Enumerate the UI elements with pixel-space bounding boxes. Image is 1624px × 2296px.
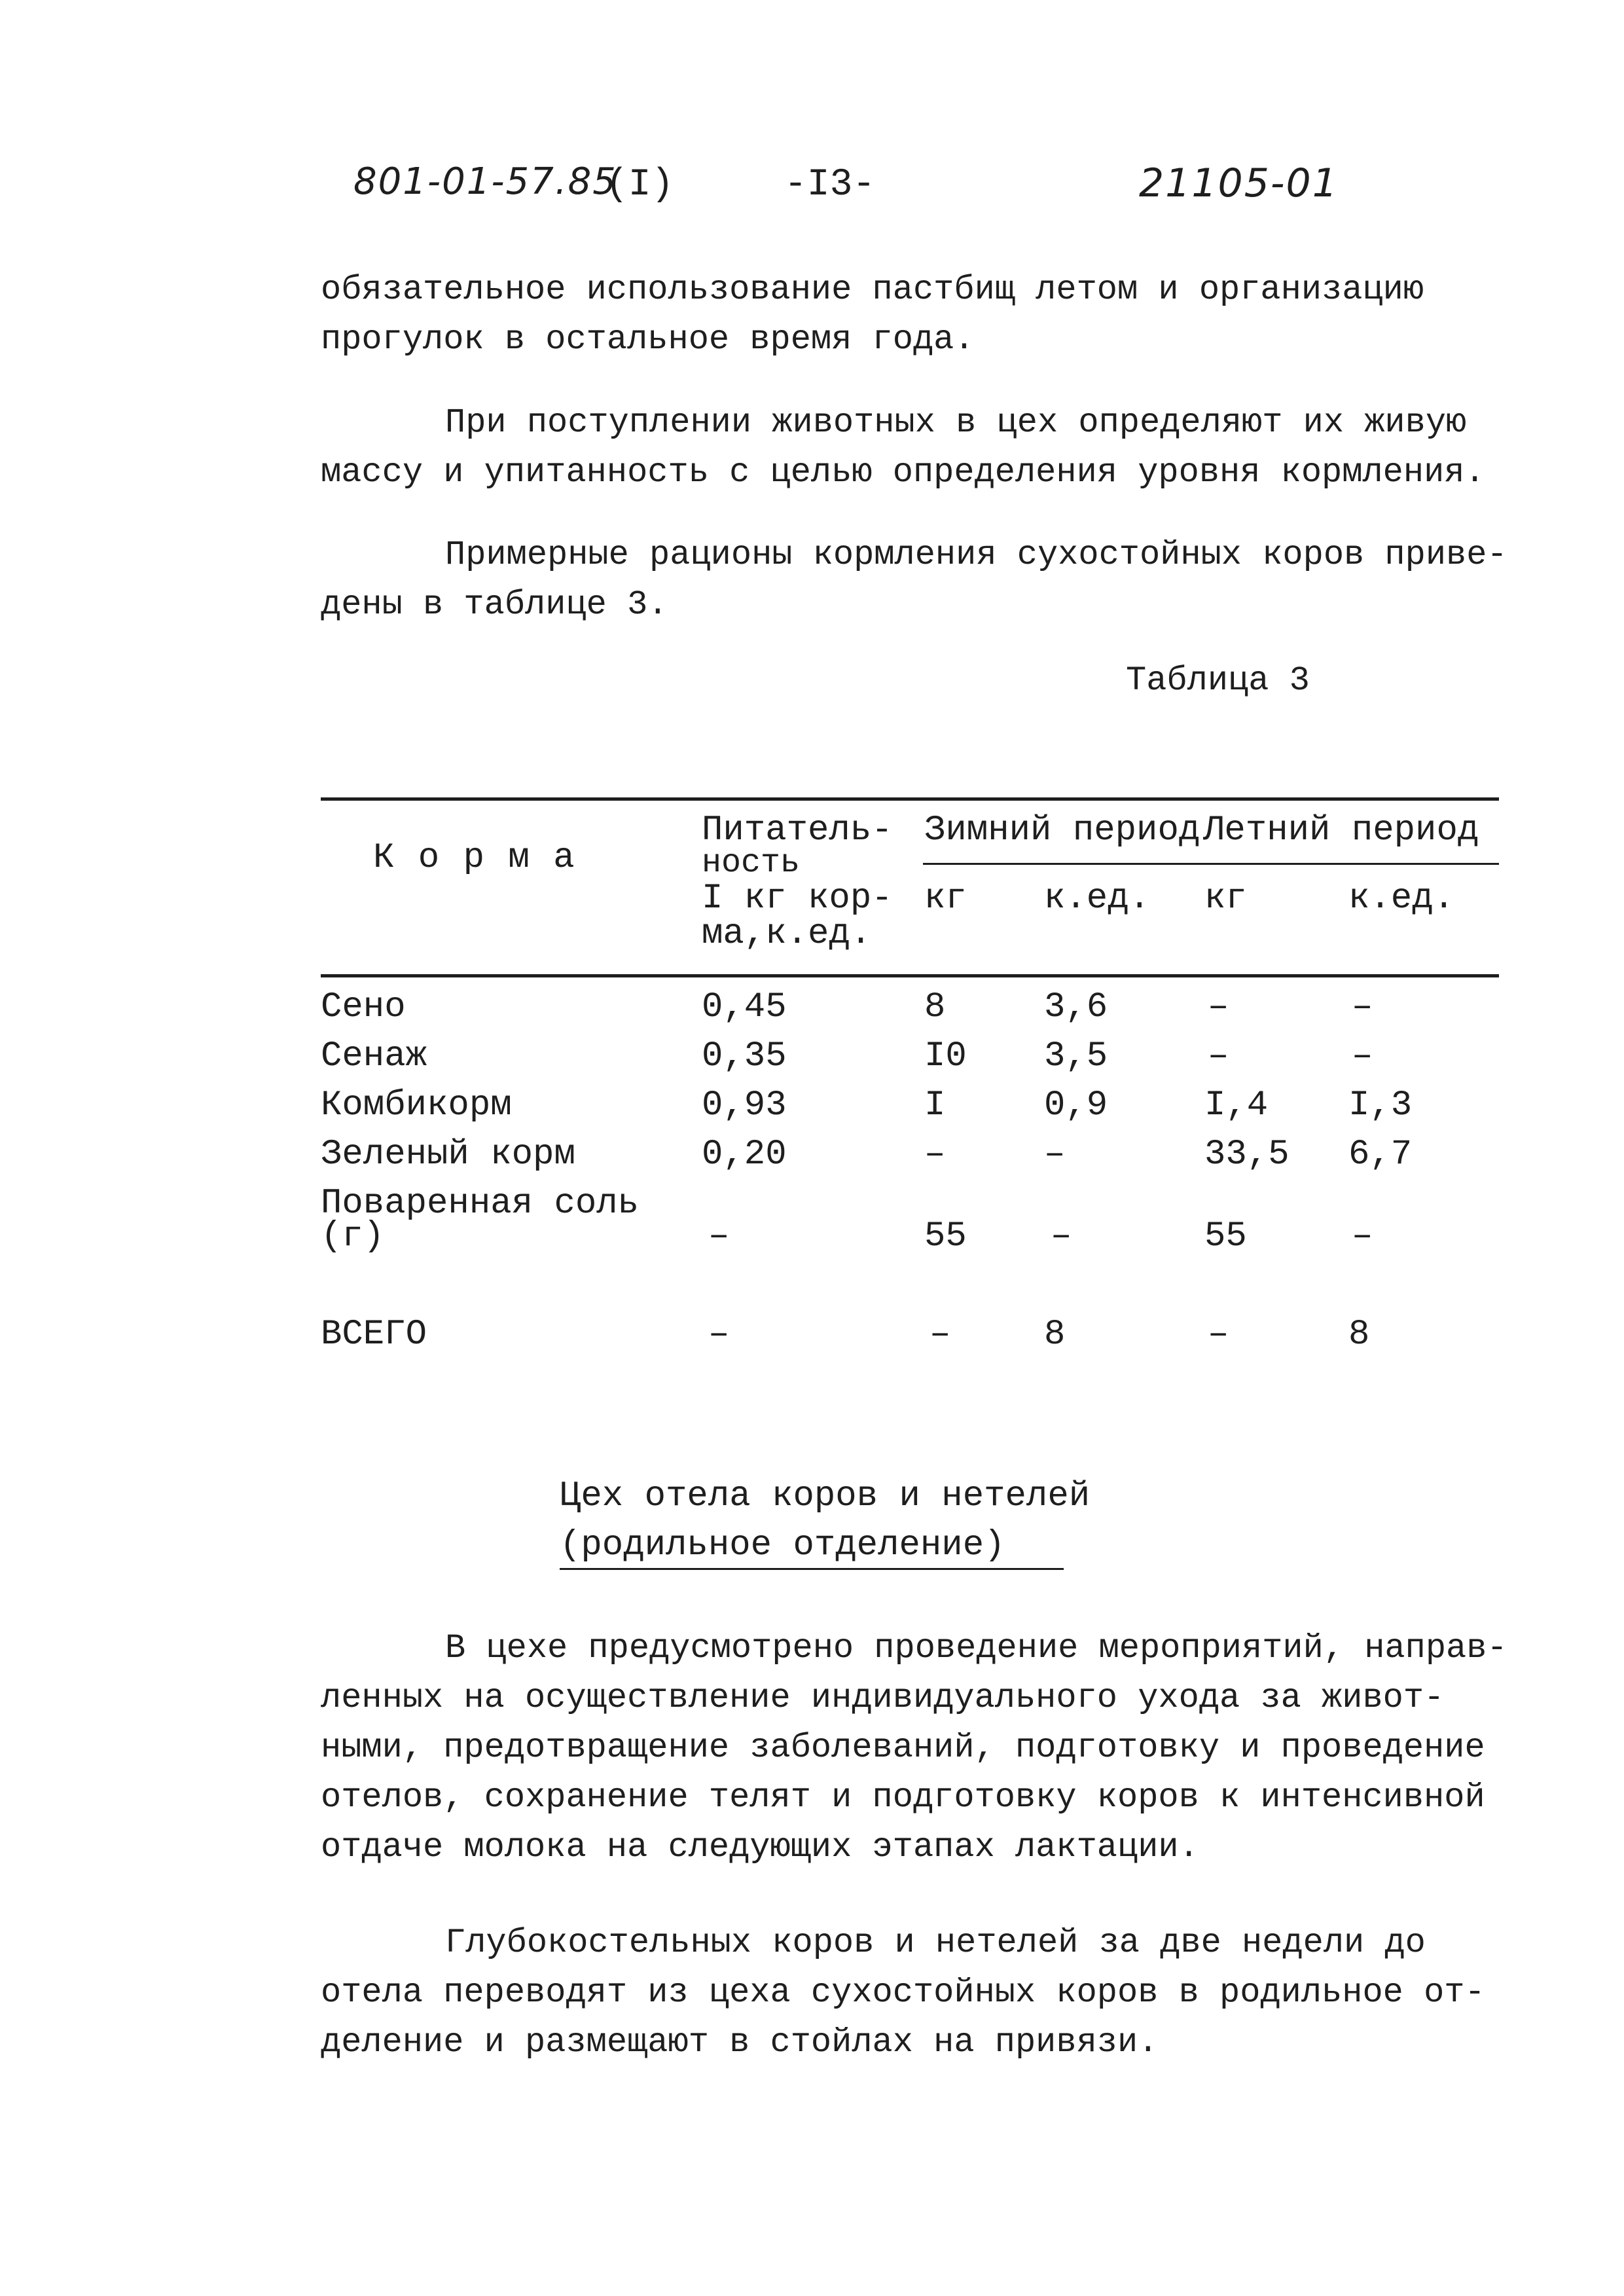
row-summer-kg: I,4	[1204, 1085, 1269, 1125]
header-nutrition-2: ность	[702, 845, 801, 882]
row-summer-units: –	[1352, 1036, 1373, 1076]
row-feed-unit: (г)	[321, 1216, 385, 1256]
paragraph-rations	[321, 530, 1507, 630]
header-winter-kg: кг	[924, 879, 967, 919]
row-feed: Поваренная соль	[321, 1184, 640, 1224]
paragraph-transfer	[321, 1918, 1499, 2068]
paragraph-line: прогулок в остальное время года.	[321, 320, 975, 359]
header-feed: К о р м а	[373, 838, 576, 878]
header-summer-period: Летний период	[1203, 811, 1479, 850]
document-code: 801-01-57.85	[353, 160, 617, 203]
row-winter-units: 0,9	[1044, 1085, 1108, 1125]
issue-number: (I)	[605, 164, 674, 206]
paragraph-line: отела переводят из цеха сухостойных коров в родильное от-	[321, 1973, 1485, 2012]
sheet-code: 21105-01	[1139, 160, 1339, 206]
row-nutrition: 0,20	[702, 1135, 787, 1175]
row-feed-total: ВСЕГО	[321, 1315, 427, 1355]
paragraph-line: дены в таблице 3.	[321, 585, 668, 624]
row-winter-units: 3,5	[1044, 1036, 1108, 1076]
section-subtitle: (родильное отделение)	[560, 1525, 1005, 1565]
paragraph-line: отелов, сохранение телят и подготовку коров к интенсивной	[321, 1778, 1485, 1817]
row-summer-units: 6,7	[1348, 1135, 1413, 1175]
paragraph-line: деление и размещают в стойлах на привязи.	[321, 2023, 1159, 2062]
row-winter-kg: –	[924, 1135, 946, 1175]
row-nutrition: 0,93	[702, 1085, 787, 1125]
row-summer-kg: –	[1208, 987, 1229, 1027]
paragraph-line: В цехе предусмотрено проведение мероприятий, направ-	[445, 1629, 1507, 1667]
header-nutrition-4: ма,к.ед.	[702, 914, 872, 954]
row-feed: Зеленый корм	[321, 1135, 575, 1175]
row-nutrition: –	[708, 1216, 730, 1256]
paragraph-line: При поступлении животных в цех определяют их живую	[445, 403, 1467, 442]
paragraph-calving-shop	[321, 1624, 1507, 1872]
table-caption: Таблица 3	[1126, 661, 1310, 700]
row-nutrition: –	[708, 1315, 730, 1355]
row-winter-kg: I	[924, 1085, 946, 1125]
paragraph-line: отдаче молока на следующих этапах лактации.	[321, 1828, 1199, 1867]
row-winter-kg: 8	[924, 987, 946, 1027]
row-nutrition: 0,45	[702, 987, 787, 1027]
header-winter-period: Зимний период	[924, 811, 1200, 850]
row-winter-kg: 55	[924, 1216, 967, 1256]
header-bottom-rule	[321, 974, 1499, 977]
table-top-rule	[321, 797, 1499, 801]
page-number: -I3-	[784, 164, 876, 206]
header-summer-kg: кг	[1204, 879, 1247, 919]
section-title: Цех отела коров и нетелей	[560, 1476, 1091, 1516]
row-nutrition: 0,35	[702, 1036, 787, 1076]
row-winter-kg: –	[929, 1315, 951, 1355]
paragraph-weighing	[321, 398, 1499, 498]
paragraph-line: ленных на осуществление индивидуального ухода за живот-	[321, 1679, 1445, 1717]
paragraph-line: Глубокостельных коров и нетелей за две недели до	[445, 1923, 1426, 1962]
row-summer-units: I,3	[1348, 1085, 1413, 1125]
row-summer-units: 8	[1348, 1315, 1370, 1355]
header-nutrition-3: I кг кор-	[702, 879, 893, 919]
row-summer-kg: 33,5	[1204, 1135, 1290, 1175]
row-winter-units: 8	[1044, 1315, 1066, 1355]
paragraph-line: массу и упитанность с целью определения уровня кормления.	[321, 453, 1485, 492]
row-feed: Сенаж	[321, 1036, 427, 1076]
paragraph-line: Примерные рационы кормления сухостойных коров приве-	[445, 536, 1507, 574]
paragraph-line: обязательное использование пастбищ летом и организацию	[321, 270, 1424, 309]
row-summer-units: –	[1352, 1216, 1373, 1256]
row-summer-kg: 55	[1204, 1216, 1247, 1256]
paragraph-pasture	[321, 265, 1499, 365]
row-summer-kg: –	[1208, 1315, 1229, 1355]
header-sub-rule	[923, 863, 1499, 865]
header-nutrition-1: Питатель-	[702, 811, 893, 850]
row-winter-units: –	[1051, 1216, 1072, 1256]
section-subtitle-underline	[560, 1568, 1064, 1570]
header-summer-units: к.ед.	[1348, 879, 1455, 919]
row-summer-units: –	[1352, 987, 1373, 1027]
row-feed: Сено	[321, 987, 406, 1027]
paragraph-line: ными, предотвращение заболеваний, подготовку и проведение	[321, 1728, 1485, 1767]
row-winter-units: –	[1044, 1135, 1066, 1175]
row-winter-units: 3,6	[1044, 987, 1108, 1027]
row-feed: Комбикорм	[321, 1085, 512, 1125]
row-winter-kg: I0	[924, 1036, 967, 1076]
header-winter-units: к.ед.	[1044, 879, 1151, 919]
row-summer-kg: –	[1208, 1036, 1229, 1076]
